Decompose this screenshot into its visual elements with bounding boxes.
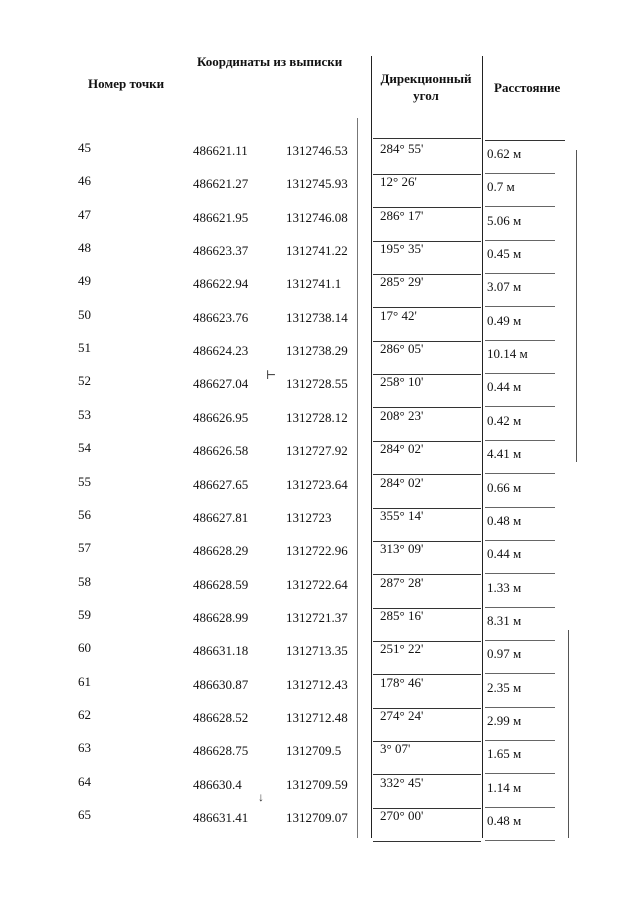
table-row xyxy=(0,707,639,739)
distance: 0.48 м xyxy=(487,813,522,828)
table-row xyxy=(0,407,639,439)
coord-x: 486621.95 xyxy=(193,210,249,225)
coord-x: 486627.04 xyxy=(193,376,249,391)
coord-x: 486628.59 xyxy=(193,577,249,592)
coord-y: 1312728.12 xyxy=(286,410,348,425)
table-row xyxy=(0,340,639,372)
direction-angle: 284° 02' xyxy=(380,475,424,490)
point-number: 47 xyxy=(78,207,91,222)
distance: 1.14 м xyxy=(487,780,522,795)
distance: 0.44 м xyxy=(487,379,522,394)
coord-y: 1312723 xyxy=(286,510,332,525)
point-number: 45 xyxy=(78,140,91,155)
coord-x: 486623.76 xyxy=(193,310,249,325)
point-number: 62 xyxy=(78,707,91,722)
coord-y: 1312745.93 xyxy=(286,176,348,191)
coord-x: 486627.65 xyxy=(193,477,249,492)
direction-angle: 178° 46' xyxy=(380,675,424,690)
distance: 5.06 м xyxy=(487,213,522,228)
coord-y: 1312709.07 xyxy=(286,810,348,825)
distance: 0.45 м xyxy=(487,246,522,261)
coord-x: 486628.75 xyxy=(193,743,249,758)
coord-y: 1312722.64 xyxy=(286,577,348,592)
table-row xyxy=(0,440,639,472)
coord-x: 486626.58 xyxy=(193,443,249,458)
point-number: 58 xyxy=(78,574,91,589)
distance: 10.14 м xyxy=(487,346,528,361)
coord-y: 1312712.48 xyxy=(286,710,348,725)
coord-y: 1312709.5 xyxy=(286,743,342,758)
coord-x: 486626.95 xyxy=(193,410,249,425)
table-row xyxy=(0,740,639,772)
header-angle: Дирекционный угол xyxy=(380,71,472,103)
coord-x: 486631.18 xyxy=(193,643,249,658)
direction-angle: 258° 10' xyxy=(380,374,424,389)
point-number: 64 xyxy=(78,774,91,789)
coord-y: 1312709.59 xyxy=(286,777,348,792)
distance: 0.62 м xyxy=(487,146,522,161)
table-row xyxy=(0,640,639,672)
coord-y: 1312721.37 xyxy=(286,610,348,625)
direction-angle: 17° 42' xyxy=(380,308,417,323)
table-row xyxy=(0,207,639,239)
distance: 0.7 м xyxy=(487,179,515,194)
point-number: 52 xyxy=(78,373,91,388)
coord-x: 486627.81 xyxy=(193,510,249,525)
direction-angle: 208° 23' xyxy=(380,408,424,423)
direction-angle: 285° 16' xyxy=(380,608,424,623)
table-row xyxy=(0,474,639,506)
point-number: 55 xyxy=(78,474,91,489)
distance: 2.99 м xyxy=(487,713,522,728)
distance: 3.07 м xyxy=(487,279,522,294)
distance: 1.33 м xyxy=(487,580,522,595)
direction-angle: 287° 28' xyxy=(380,575,424,590)
header-rule xyxy=(373,138,481,139)
coord-y: 1312712.43 xyxy=(286,677,348,692)
point-number: 57 xyxy=(78,540,91,555)
distance: 4.41 м xyxy=(487,446,522,461)
header-distance: Расстояние xyxy=(494,80,561,95)
coord-x: 486624.23 xyxy=(193,343,249,358)
point-number: 56 xyxy=(78,507,91,522)
coord-x: 486623.37 xyxy=(193,243,249,258)
point-number: 48 xyxy=(78,240,91,255)
coord-y: 1312713.35 xyxy=(286,643,348,658)
direction-angle: 286° 05' xyxy=(380,341,424,356)
table-row xyxy=(0,574,639,606)
table-row xyxy=(0,774,639,806)
point-number: 49 xyxy=(78,273,91,288)
distance: 1.65 м xyxy=(487,746,522,761)
distance: 2.35 м xyxy=(487,680,522,695)
scan-mark-cross: ⊢ xyxy=(266,368,277,382)
table-row xyxy=(0,240,639,272)
coord-y: 1312746.53 xyxy=(286,143,348,158)
row-rule xyxy=(373,841,481,842)
header-coordinates: Координаты из выписки xyxy=(197,54,343,69)
point-number: 61 xyxy=(78,674,91,689)
point-number: 46 xyxy=(78,173,91,188)
point-number: 53 xyxy=(78,407,91,422)
table-row xyxy=(0,140,639,172)
coord-x: 486630.87 xyxy=(193,677,249,692)
coord-y: 1312723.64 xyxy=(286,477,348,492)
distance: 0.48 м xyxy=(487,513,522,528)
coord-x: 486621.27 xyxy=(193,176,249,191)
table-row xyxy=(0,607,639,639)
distance: 0.97 м xyxy=(487,646,522,661)
table-row xyxy=(0,273,639,305)
coord-y: 1312741.22 xyxy=(286,243,348,258)
point-number: 50 xyxy=(78,307,91,322)
direction-angle: 195° 35' xyxy=(380,241,424,256)
table-row xyxy=(0,373,639,405)
direction-angle: 284° 02' xyxy=(380,441,424,456)
direction-angle: 3° 07' xyxy=(380,741,411,756)
coord-y: 1312741.1 xyxy=(286,276,342,291)
point-number: 65 xyxy=(78,807,91,822)
distance: 0.44 м xyxy=(487,546,522,561)
coord-x: 486622.94 xyxy=(193,276,249,291)
table-row xyxy=(0,307,639,339)
direction-angle: 355° 14' xyxy=(380,508,424,523)
table-row xyxy=(0,674,639,706)
point-number: 54 xyxy=(78,440,91,455)
point-number: 60 xyxy=(78,640,91,655)
coord-y: 1312728.55 xyxy=(286,376,348,391)
table-row xyxy=(0,173,639,205)
coord-y: 1312727.92 xyxy=(286,443,348,458)
direction-angle: 284° 55' xyxy=(380,141,424,156)
point-number: 63 xyxy=(78,740,91,755)
point-number: 59 xyxy=(78,607,91,622)
coord-x: 486631.41 xyxy=(193,810,249,825)
coord-x: 486630.4 xyxy=(193,777,242,792)
table-row xyxy=(0,807,639,839)
distance: 0.49 м xyxy=(487,313,522,328)
coord-x: 486621.11 xyxy=(193,143,248,158)
direction-angle: 12° 26' xyxy=(380,174,417,189)
point-number: 51 xyxy=(78,340,91,355)
table-row xyxy=(0,507,639,539)
coord-x: 486628.52 xyxy=(193,710,249,725)
direction-angle: 270° 00' xyxy=(380,808,424,823)
direction-angle: 313° 09' xyxy=(380,541,424,556)
direction-angle: 274° 24' xyxy=(380,708,424,723)
row-rule-right xyxy=(485,840,555,841)
distance: 0.66 м xyxy=(487,480,522,495)
coord-y: 1312738.29 xyxy=(286,343,348,358)
coord-x: 486628.99 xyxy=(193,610,249,625)
distance: 0.42 м xyxy=(487,413,522,428)
table-row xyxy=(0,540,639,572)
coord-y: 1312722.96 xyxy=(286,543,348,558)
direction-angle: 251° 22' xyxy=(380,641,424,656)
direction-angle: 286° 17' xyxy=(380,208,424,223)
coord-x: 486628.29 xyxy=(193,543,249,558)
header-point-number: Номер точки xyxy=(88,76,165,91)
direction-angle: 285° 29' xyxy=(380,274,424,289)
scan-mark-arrow: ↓ xyxy=(258,790,264,804)
coord-y: 1312738.14 xyxy=(286,310,348,325)
direction-angle: 332° 45' xyxy=(380,775,424,790)
coord-y: 1312746.08 xyxy=(286,210,348,225)
distance: 8.31 м xyxy=(487,613,522,628)
